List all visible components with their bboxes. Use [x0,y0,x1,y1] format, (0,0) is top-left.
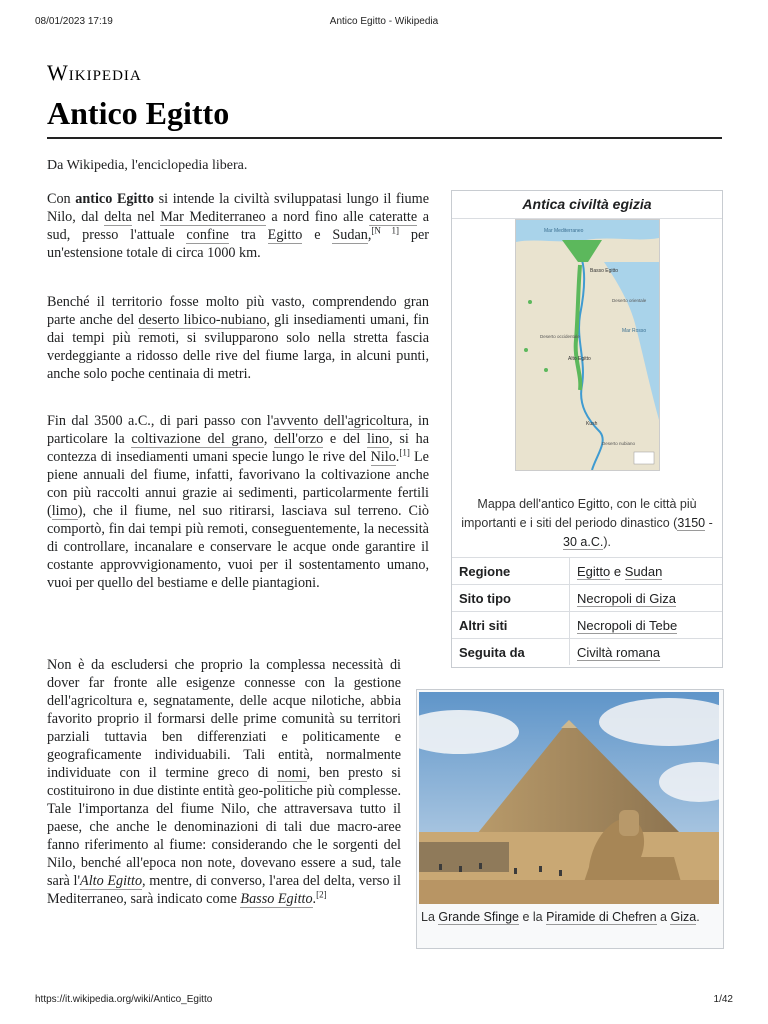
map-label-lower: Basso Egitto [590,268,619,274]
wikipedia-wordmark[interactable]: Wikipedia [47,60,142,85]
link-30-ac[interactable]: 30 a.C. [563,535,604,549]
infobox-value [570,612,723,639]
link-limo[interactable]: limo [51,503,78,519]
link-piramide-chefren[interactable]: Piramide di Chefren [546,910,657,924]
link-avvento-agricoltura[interactable]: avvento dell'agricoltura [273,413,409,429]
link-civilta-romana[interactable]: Civiltà romana [577,644,661,660]
link-3150[interactable]: 3150 [677,516,706,530]
note-n1[interactable]: [N 1] [371,225,399,236]
link-mar-mediterraneo[interactable]: Mar Mediterraneo [160,209,266,225]
link-egitto[interactable]: Egitto [267,227,303,243]
paragraph-3: Fin dal 3500 a.C., di pari passo con l'avvento dell'agricoltura, in particolare la coltivazione del grano, dell'orzo e del lino, si ha contezza di insediamenti umani specie lungo le rive del Nilo.[1] Le piene annuali del fiume, infatti, favorivano la coltivazione anche con più raccolti annui grazie ai sedimenti, particolarmente fertili (limo), che il fiume, nel suo ritirarsi, lasciava sul terreno. Ciò comportò, fin dai tempi più remoti, conseguentemente, la necessità di controllare, incanalare e conservare le acque onde garantire il costante approvvigionamento, vuoi per il sostentamento umano, vuoi per quello del bestiame e delle piantagioni. [47,413,429,591]
infobox-table [452,557,722,665]
map-label-upper: Alto Egitto [568,356,591,362]
link-sudan-region[interactable]: Sudan [624,563,663,579]
egypt-map[interactable] [515,219,660,471]
link-necropoli-tebe[interactable]: Necropoli di Tebe [577,617,678,633]
infobox [451,190,723,668]
print-doc-title: Antico Egitto - Wikipedia [329,16,439,27]
infobox-key: Seguita da [452,639,570,666]
print-page-number: 1/42 [713,994,733,1005]
link-giza[interactable]: Giza [670,910,697,924]
link-sudan[interactable]: Sudan [332,227,368,243]
map-label-sea-north: Mar Mediterraneo [544,228,584,234]
infobox-value: Egitto e Sudan [570,558,723,585]
infobox-map-caption: Mappa dell'antico Egitto, con le città più importanti e i siti del periodo dinastico (3150 - 30 a.C.). [461,497,713,549]
link-grande-sfinge[interactable]: Grande Sfinge [438,910,519,924]
link-lino[interactable]: lino [367,431,390,447]
paragraph-1: Con antico Egitto si intende la civiltà sviluppatasi lungo il fiume Nilo, dal delta nel Mar Mediterraneo a nord fino alle cateratte a sud, presso l'attuale confine tra Egitto e Sudan,[N 1] per un'estensione totale di circa 1000 km. [47,191,429,261]
link-nomi[interactable]: nomi [277,765,307,781]
page-title: Antico Egitto [47,95,230,131]
infobox-row [452,639,722,666]
infobox-title: Antica civiltà egizia [452,191,722,219]
link-coltivazione-grano[interactable]: coltivazione del grano [131,431,264,447]
map-label-kush: Kush [586,421,598,427]
link-nilo[interactable]: Nilo [370,449,396,465]
map-label-desert-w: Deserto occidentale [540,334,580,339]
title-divider [47,137,722,139]
infobox-key: Sito tipo [452,585,570,612]
map-label-desert-n: Deserto nubiano [602,441,636,446]
note-1[interactable]: [1] [399,447,410,458]
infobox-row [452,585,722,612]
link-orzo[interactable]: dell'orzo [274,431,324,447]
link-cateratte[interactable]: cateratte [369,209,418,225]
infobox-row [452,612,722,639]
link-basso-egitto[interactable]: Basso Egitto [240,891,313,907]
link-alto-egitto[interactable]: Alto Egitto [80,873,143,889]
link-necropoli-giza[interactable]: Necropoli di Giza [577,590,676,606]
link-delta[interactable]: delta [104,209,132,225]
print-datetime: 08/01/2023 17:19 [35,16,113,27]
photo-caption: La Grande Sfinge e la Piramide di Chefren a Giza. [421,910,700,924]
infobox-key: Altri siti [452,612,570,639]
link-egitto-region[interactable]: Egitto [577,563,611,579]
infobox-row [452,558,722,585]
print-url: https://it.wikipedia.org/wiki/Antico_Egitto [35,994,213,1005]
note-2[interactable]: [2] [316,889,327,900]
map-label-red-sea: Mar Rosso [622,328,647,334]
photo-figure [416,689,724,949]
tagline: Da Wikipedia, l'enciclopedia libera. [47,158,248,173]
link-confine[interactable]: confine [186,227,229,243]
paragraph-4: Non è da escludersi che proprio la complessa necessità di dover far fronte alle esigenze connesse con la gestione dell'agricoltura e, segnatamente, delle acque nilotiche, abbia favorito proprio il formarsi delle prime comunità su territori parziali tuttavia ben differenziati e politicamente e geograficamente individuabili. Tali entità, normalmente individuate con il termine greco di nomi, ben presto si costituirono in due distinte entità geo-politiche più complesse. Tale l'importanza del fiume Nilo, che attraversava tutto il paese, che anche le denominazioni di tali due macro-aree fanno riferimento al fiume: considerando che le sorgenti del Nilo, benché all'epoca non note, dovevano essere a sud, tale sarà l'Alto Egitto, mentre, di converso, l'area del delta, verso il Mediterraneo, sarà indicato come Basso Egitto.[2] [47,657,401,907]
map-label-desert-e: Deserto orientale [612,298,647,303]
sphinx-pyramid-image[interactable] [419,692,719,904]
infobox-key: Regione [452,558,570,585]
infobox-value [570,585,723,612]
infobox-value [570,639,723,666]
bold-term: antico Egitto [75,191,154,207]
sphinx-pyramid-graphic [419,692,719,904]
link-deserto-libico-nubiano[interactable]: deserto libico-nubiano [138,312,267,328]
egypt-map-graphic [516,220,659,470]
paragraph-2: Benché il territorio fosse molto più vasto, comprendendo gran parte anche del deserto libico-nubiano, gli insediamenti umani, fin dai tempi più remoti, si svilupparono solo nella stretta fascia verdeggiante a ridosso delle rive del fiume larga, in alcuni punti, anche solo poche centinaia di metri. [47,294,430,382]
